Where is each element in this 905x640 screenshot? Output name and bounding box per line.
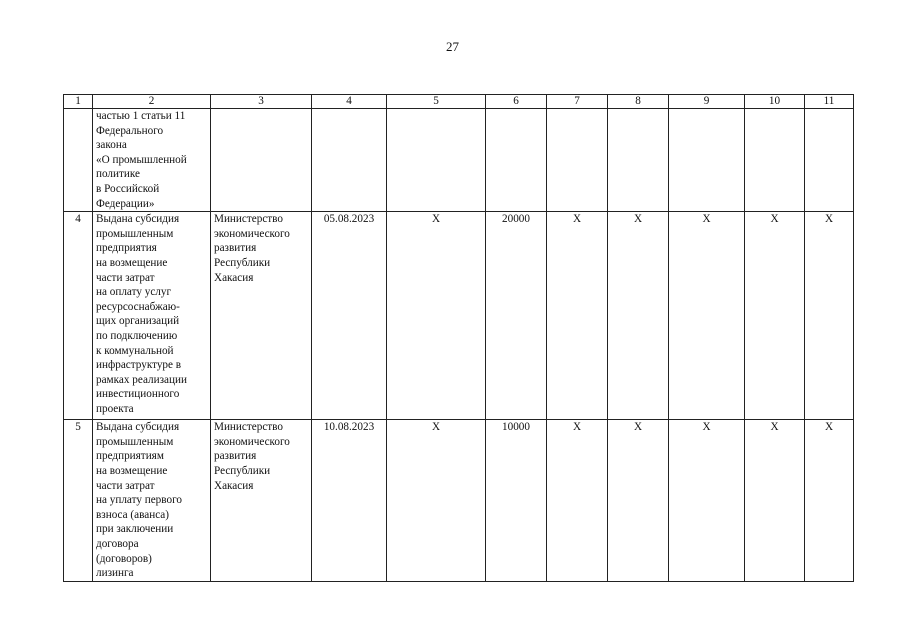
table-cell xyxy=(805,109,854,212)
column-number-cell: 2 xyxy=(93,95,211,109)
table-cell: X xyxy=(547,420,608,582)
table-cell: X xyxy=(387,420,486,582)
column-number-cell: 6 xyxy=(486,95,547,109)
amount-value: 10000 xyxy=(486,420,547,582)
continuation-row xyxy=(64,109,854,212)
column-number-row xyxy=(64,95,854,109)
continuation-text: частью 1 статьи 11 Федерального закона «О промышленной политике в Российской Федерации» xyxy=(93,109,211,212)
table-cell xyxy=(547,109,608,212)
column-number-cell: 11 xyxy=(805,95,854,109)
table-cell: X xyxy=(608,212,669,420)
report-table xyxy=(63,94,854,582)
column-number-cell: 8 xyxy=(608,95,669,109)
table-cell: X xyxy=(669,212,745,420)
responsible-agency: Министерство экономического развития Республики Хакасия xyxy=(211,212,312,420)
column-number-cell: 10 xyxy=(745,95,805,109)
column-number-cell: 9 xyxy=(669,95,745,109)
row-number: 5 xyxy=(64,420,93,582)
table-cell xyxy=(312,109,387,212)
event-date: 10.08.2023 xyxy=(312,420,387,582)
table-cell: X xyxy=(547,212,608,420)
event-date: 05.08.2023 xyxy=(312,212,387,420)
column-number-cell: 1 xyxy=(64,95,93,109)
event-description: Выдана субсидия промышленным предприятия на возмещение части затрат на оплату услуг ресурсоснабжаю- щих организаций по подключению к коммунальной инфраструктуре в рамках реализации инвестиционного проекта xyxy=(93,212,211,420)
column-number-cell: 4 xyxy=(312,95,387,109)
table-row xyxy=(64,212,854,420)
table-cell xyxy=(608,109,669,212)
row-number: 4 xyxy=(64,212,93,420)
column-number-cell: 7 xyxy=(547,95,608,109)
column-number-cell: 5 xyxy=(387,95,486,109)
table-cell xyxy=(64,109,93,212)
responsible-agency: Министерство экономического развития Республики Хакасия xyxy=(211,420,312,582)
table-cell: X xyxy=(608,420,669,582)
table-cell xyxy=(387,109,486,212)
table-cell xyxy=(669,109,745,212)
table-cell: X xyxy=(745,212,805,420)
event-description: Выдана субсидия промышленным предприятиям на возмещение части затрат на уплату первого взноса (аванса) при заключении договора (договоров) лизинга xyxy=(93,420,211,582)
table-cell: X xyxy=(745,420,805,582)
amount-value: 20000 xyxy=(486,212,547,420)
table-cell: X xyxy=(805,420,854,582)
table-cell: X xyxy=(805,212,854,420)
page-number: 27 xyxy=(446,39,459,54)
table-cell: X xyxy=(387,212,486,420)
column-number-cell: 3 xyxy=(211,95,312,109)
table-cell xyxy=(486,109,547,212)
table-cell: X xyxy=(669,420,745,582)
table-row xyxy=(64,420,854,582)
table-cell xyxy=(745,109,805,212)
table-cell xyxy=(211,109,312,212)
